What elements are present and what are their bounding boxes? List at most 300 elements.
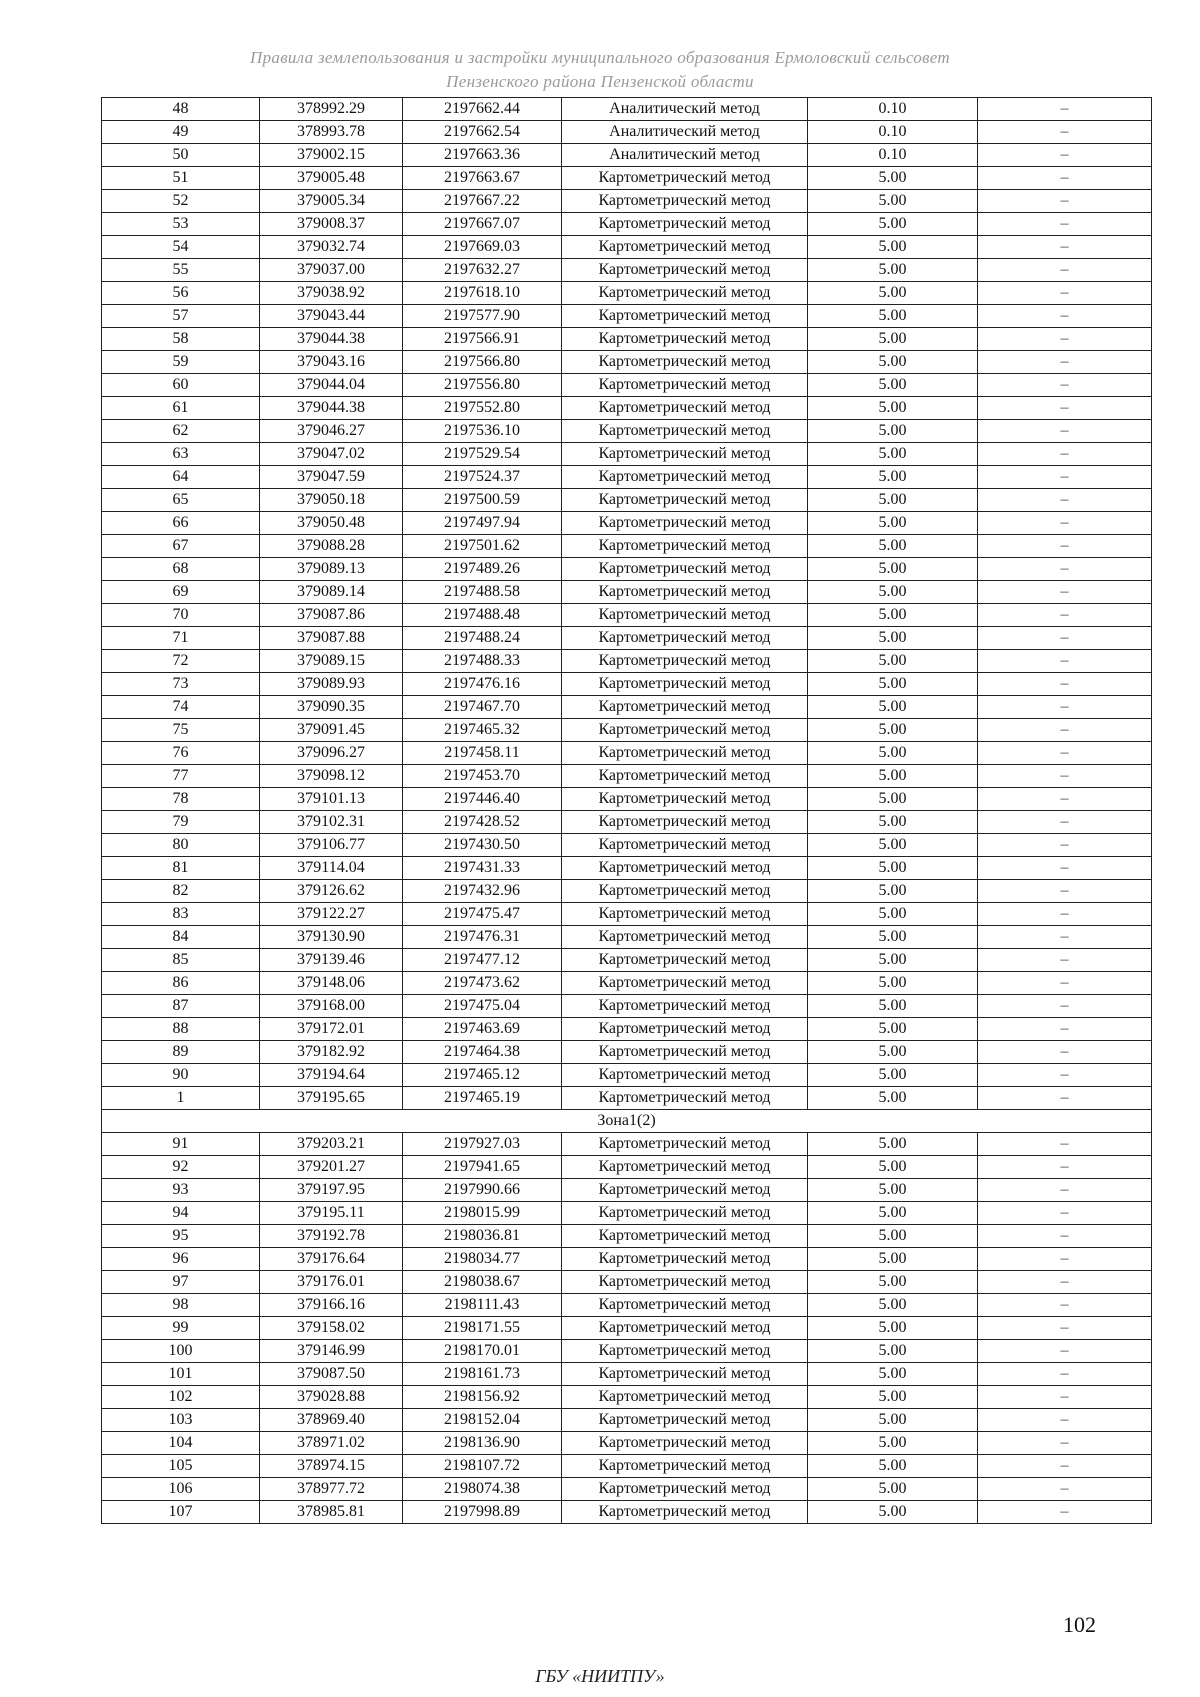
y-coordinate-cell: 2198161.73 [403, 1363, 562, 1386]
table-row [102, 1018, 1152, 1041]
y-coordinate-cell: 2197667.07 [403, 213, 562, 236]
y-coordinate-cell: 2197529.54 [403, 443, 562, 466]
y-coordinate-cell: 2197465.19 [403, 1087, 562, 1110]
table-row [102, 903, 1152, 926]
accuracy-cell: 5.00 [808, 627, 978, 650]
x-coordinate-cell: 379047.02 [260, 443, 403, 466]
method-cell: Картометрический метод [562, 420, 808, 443]
table-row [102, 1340, 1152, 1363]
method-cell: Картометрический метод [562, 788, 808, 811]
point-number-cell: 70 [102, 604, 260, 627]
table-row [102, 1064, 1152, 1087]
point-number-cell: 107 [102, 1501, 260, 1524]
table-row [102, 880, 1152, 903]
method-cell: Картометрический метод [562, 305, 808, 328]
y-coordinate-cell: 2197618.10 [403, 282, 562, 305]
table-row [102, 282, 1152, 305]
x-coordinate-cell: 379088.28 [260, 535, 403, 558]
accuracy-cell: 5.00 [808, 1041, 978, 1064]
table-row [102, 1478, 1152, 1501]
running-header [0, 46, 1200, 94]
method-cell: Картометрический метод [562, 328, 808, 351]
method-cell: Картометрический метод [562, 466, 808, 489]
y-coordinate-cell: 2197566.80 [403, 351, 562, 374]
x-coordinate-cell: 378969.40 [260, 1409, 403, 1432]
accuracy-cell: 5.00 [808, 788, 978, 811]
x-coordinate-cell: 379089.14 [260, 581, 403, 604]
accuracy-cell: 0.10 [808, 121, 978, 144]
x-coordinate-cell: 379096.27 [260, 742, 403, 765]
accuracy-cell: 5.00 [808, 857, 978, 880]
zone-label: Зона1(2) [102, 1110, 1152, 1133]
table-row [102, 1363, 1152, 1386]
accuracy-cell: 5.00 [808, 236, 978, 259]
x-coordinate-cell: 379044.38 [260, 328, 403, 351]
x-coordinate-cell: 379047.59 [260, 466, 403, 489]
y-coordinate-cell: 2197488.48 [403, 604, 562, 627]
method-cell: Картометрический метод [562, 742, 808, 765]
accuracy-cell: 5.00 [808, 1087, 978, 1110]
accuracy-cell: 5.00 [808, 351, 978, 374]
page-number: 102 [1063, 1612, 1096, 1637]
accuracy-cell: 5.00 [808, 1386, 978, 1409]
note-cell: – [978, 1179, 1152, 1202]
method-cell: Картометрический метод [562, 1317, 808, 1340]
note-cell: – [978, 443, 1152, 466]
note-cell: – [978, 765, 1152, 788]
y-coordinate-cell: 2198036.81 [403, 1225, 562, 1248]
method-cell: Картометрический метод [562, 1041, 808, 1064]
point-number-cell: 72 [102, 650, 260, 673]
x-coordinate-cell: 379050.48 [260, 512, 403, 535]
method-cell: Картометрический метод [562, 167, 808, 190]
method-cell: Картометрический метод [562, 512, 808, 535]
note-cell: – [978, 351, 1152, 374]
point-number-cell: 92 [102, 1156, 260, 1179]
point-number-cell: 84 [102, 926, 260, 949]
table-row [102, 512, 1152, 535]
note-cell: – [978, 282, 1152, 305]
y-coordinate-cell: 2197501.62 [403, 535, 562, 558]
table-row [102, 489, 1152, 512]
accuracy-cell: 5.00 [808, 604, 978, 627]
method-cell: Картометрический метод [562, 1340, 808, 1363]
y-coordinate-cell: 2197536.10 [403, 420, 562, 443]
y-coordinate-cell: 2198136.90 [403, 1432, 562, 1455]
table-row [102, 98, 1152, 121]
y-coordinate-cell: 2197467.70 [403, 696, 562, 719]
note-cell: – [978, 995, 1152, 1018]
point-number-cell: 99 [102, 1317, 260, 1340]
note-cell: – [978, 1409, 1152, 1432]
method-cell: Картометрический метод [562, 765, 808, 788]
x-coordinate-cell: 379139.46 [260, 949, 403, 972]
header-line-2: Пензенского района Пензенской области [446, 72, 754, 91]
accuracy-cell: 5.00 [808, 328, 978, 351]
x-coordinate-cell: 379038.92 [260, 282, 403, 305]
method-cell: Картометрический метод [562, 374, 808, 397]
point-number-cell: 65 [102, 489, 260, 512]
point-number-cell: 51 [102, 167, 260, 190]
method-cell: Картометрический метод [562, 1455, 808, 1478]
accuracy-cell: 5.00 [808, 420, 978, 443]
note-cell: – [978, 190, 1152, 213]
note-cell: – [978, 1386, 1152, 1409]
note-cell: – [978, 1478, 1152, 1501]
method-cell: Картометрический метод [562, 604, 808, 627]
x-coordinate-cell: 379195.11 [260, 1202, 403, 1225]
method-cell: Картометрический метод [562, 397, 808, 420]
y-coordinate-cell: 2197566.91 [403, 328, 562, 351]
note-cell: – [978, 144, 1152, 167]
x-coordinate-cell: 379005.34 [260, 190, 403, 213]
table-row [102, 1179, 1152, 1202]
header-line-1: Правила землепользования и застройки муниципального образования Ермоловский сельсовет [250, 48, 950, 67]
method-cell: Картометрический метод [562, 443, 808, 466]
point-number-cell: 80 [102, 834, 260, 857]
x-coordinate-cell: 379087.88 [260, 627, 403, 650]
note-cell: – [978, 558, 1152, 581]
point-number-cell: 86 [102, 972, 260, 995]
x-coordinate-cell: 379090.35 [260, 696, 403, 719]
x-coordinate-cell: 378993.78 [260, 121, 403, 144]
point-number-cell: 85 [102, 949, 260, 972]
y-coordinate-cell: 2197662.44 [403, 98, 562, 121]
table-row [102, 397, 1152, 420]
method-cell: Картометрический метод [562, 972, 808, 995]
x-coordinate-cell: 379089.93 [260, 673, 403, 696]
note-cell: – [978, 811, 1152, 834]
point-number-cell: 49 [102, 121, 260, 144]
table-row [102, 144, 1152, 167]
table-row [102, 190, 1152, 213]
method-cell: Картометрический метод [562, 558, 808, 581]
point-number-cell: 61 [102, 397, 260, 420]
coordinates-table [101, 97, 1152, 1524]
y-coordinate-cell: 2198170.01 [403, 1340, 562, 1363]
y-coordinate-cell: 2197476.31 [403, 926, 562, 949]
table-row [102, 1133, 1152, 1156]
note-cell: – [978, 880, 1152, 903]
y-coordinate-cell: 2197465.12 [403, 1064, 562, 1087]
method-cell: Картометрический метод [562, 1248, 808, 1271]
accuracy-cell: 5.00 [808, 282, 978, 305]
y-coordinate-cell: 2198107.72 [403, 1455, 562, 1478]
accuracy-cell: 5.00 [808, 190, 978, 213]
method-cell: Картометрический метод [562, 1271, 808, 1294]
footer-organization: ГБУ «НИИТПУ» [535, 1666, 665, 1686]
y-coordinate-cell: 2198034.77 [403, 1248, 562, 1271]
note-cell: – [978, 949, 1152, 972]
y-coordinate-cell: 2197430.50 [403, 834, 562, 857]
accuracy-cell: 5.00 [808, 443, 978, 466]
note-cell: – [978, 1455, 1152, 1478]
y-coordinate-cell: 2198015.99 [403, 1202, 562, 1225]
accuracy-cell: 5.00 [808, 466, 978, 489]
accuracy-cell: 5.00 [808, 1248, 978, 1271]
note-cell: – [978, 1064, 1152, 1087]
table-row [102, 121, 1152, 144]
table-row [102, 305, 1152, 328]
note-cell: – [978, 397, 1152, 420]
accuracy-cell: 5.00 [808, 581, 978, 604]
accuracy-cell: 5.00 [808, 1340, 978, 1363]
x-coordinate-cell: 379148.06 [260, 972, 403, 995]
note-cell: – [978, 1363, 1152, 1386]
y-coordinate-cell: 2197927.03 [403, 1133, 562, 1156]
x-coordinate-cell: 379032.74 [260, 236, 403, 259]
accuracy-cell: 5.00 [808, 259, 978, 282]
point-number-cell: 81 [102, 857, 260, 880]
point-number-cell: 50 [102, 144, 260, 167]
y-coordinate-cell: 2198111.43 [403, 1294, 562, 1317]
y-coordinate-cell: 2197489.26 [403, 558, 562, 581]
method-cell: Картометрический метод [562, 627, 808, 650]
method-cell: Картометрический метод [562, 282, 808, 305]
note-cell: – [978, 512, 1152, 535]
y-coordinate-cell: 2197453.70 [403, 765, 562, 788]
y-coordinate-cell: 2197524.37 [403, 466, 562, 489]
point-number-cell: 75 [102, 719, 260, 742]
y-coordinate-cell: 2197475.04 [403, 995, 562, 1018]
method-cell: Картометрический метод [562, 1478, 808, 1501]
x-coordinate-cell: 379106.77 [260, 834, 403, 857]
y-coordinate-cell: 2197500.59 [403, 489, 562, 512]
table-row [102, 1087, 1152, 1110]
table-row [102, 1041, 1152, 1064]
table-row [102, 857, 1152, 880]
table-row [102, 627, 1152, 650]
accuracy-cell: 5.00 [808, 489, 978, 512]
accuracy-cell: 5.00 [808, 880, 978, 903]
y-coordinate-cell: 2198038.67 [403, 1271, 562, 1294]
point-number-cell: 82 [102, 880, 260, 903]
method-cell: Картометрический метод [562, 1363, 808, 1386]
method-cell: Картометрический метод [562, 650, 808, 673]
accuracy-cell: 5.00 [808, 374, 978, 397]
table-row [102, 696, 1152, 719]
y-coordinate-cell: 2197446.40 [403, 788, 562, 811]
x-coordinate-cell: 379005.48 [260, 167, 403, 190]
table-row [102, 351, 1152, 374]
point-number-cell: 100 [102, 1340, 260, 1363]
table-row [102, 1317, 1152, 1340]
point-number-cell: 48 [102, 98, 260, 121]
method-cell: Аналитический метод [562, 98, 808, 121]
x-coordinate-cell: 379168.00 [260, 995, 403, 1018]
y-coordinate-cell: 2197632.27 [403, 259, 562, 282]
point-number-cell: 93 [102, 1179, 260, 1202]
table-row [102, 535, 1152, 558]
accuracy-cell: 5.00 [808, 1179, 978, 1202]
note-cell: – [978, 834, 1152, 857]
note-cell: – [978, 742, 1152, 765]
x-coordinate-cell: 379101.13 [260, 788, 403, 811]
note-cell: – [978, 305, 1152, 328]
y-coordinate-cell: 2197577.90 [403, 305, 562, 328]
x-coordinate-cell: 379043.44 [260, 305, 403, 328]
point-number-cell: 54 [102, 236, 260, 259]
y-coordinate-cell: 2197428.52 [403, 811, 562, 834]
x-coordinate-cell: 379176.64 [260, 1248, 403, 1271]
table-row [102, 1225, 1152, 1248]
point-number-cell: 78 [102, 788, 260, 811]
point-number-cell: 88 [102, 1018, 260, 1041]
y-coordinate-cell: 2197473.62 [403, 972, 562, 995]
accuracy-cell: 5.00 [808, 1064, 978, 1087]
note-cell: – [978, 328, 1152, 351]
x-coordinate-cell: 378985.81 [260, 1501, 403, 1524]
point-number-cell: 55 [102, 259, 260, 282]
point-number-cell: 73 [102, 673, 260, 696]
point-number-cell: 87 [102, 995, 260, 1018]
table-row [102, 1248, 1152, 1271]
table-row [102, 834, 1152, 857]
method-cell: Картометрический метод [562, 1133, 808, 1156]
method-cell: Картометрический метод [562, 857, 808, 880]
y-coordinate-cell: 2197663.36 [403, 144, 562, 167]
note-cell: – [978, 167, 1152, 190]
y-coordinate-cell: 2198074.38 [403, 1478, 562, 1501]
note-cell: – [978, 1501, 1152, 1524]
point-number-cell: 95 [102, 1225, 260, 1248]
note-cell: – [978, 1271, 1152, 1294]
accuracy-cell: 5.00 [808, 1501, 978, 1524]
table-row [102, 558, 1152, 581]
note-cell: – [978, 213, 1152, 236]
method-cell: Картометрический метод [562, 719, 808, 742]
point-number-cell: 58 [102, 328, 260, 351]
note-cell: – [978, 926, 1152, 949]
point-number-cell: 104 [102, 1432, 260, 1455]
method-cell: Картометрический метод [562, 1294, 808, 1317]
method-cell: Картометрический метод [562, 903, 808, 926]
table-row [102, 926, 1152, 949]
accuracy-cell: 5.00 [808, 1202, 978, 1225]
method-cell: Картометрический метод [562, 1087, 808, 1110]
point-number-cell: 102 [102, 1386, 260, 1409]
x-coordinate-cell: 379126.62 [260, 880, 403, 903]
accuracy-cell: 5.00 [808, 765, 978, 788]
x-coordinate-cell: 379044.04 [260, 374, 403, 397]
x-coordinate-cell: 379087.50 [260, 1363, 403, 1386]
table-row [102, 420, 1152, 443]
point-number-cell: 76 [102, 742, 260, 765]
accuracy-cell: 5.00 [808, 995, 978, 1018]
x-coordinate-cell: 379197.95 [260, 1179, 403, 1202]
table-row [102, 650, 1152, 673]
method-cell: Картометрический метод [562, 811, 808, 834]
x-coordinate-cell: 379192.78 [260, 1225, 403, 1248]
accuracy-cell: 5.00 [808, 558, 978, 581]
table-row [102, 581, 1152, 604]
point-number-cell: 63 [102, 443, 260, 466]
y-coordinate-cell: 2197463.69 [403, 1018, 562, 1041]
accuracy-cell: 5.00 [808, 1271, 978, 1294]
y-coordinate-cell: 2197497.94 [403, 512, 562, 535]
y-coordinate-cell: 2197431.33 [403, 857, 562, 880]
y-coordinate-cell: 2197488.58 [403, 581, 562, 604]
table-row [102, 1501, 1152, 1524]
note-cell: – [978, 121, 1152, 144]
method-cell: Картометрический метод [562, 1501, 808, 1524]
table-row [102, 167, 1152, 190]
accuracy-cell: 5.00 [808, 972, 978, 995]
note-cell: – [978, 604, 1152, 627]
method-cell: Картометрический метод [562, 535, 808, 558]
method-cell: Картометрический метод [562, 880, 808, 903]
x-coordinate-cell: 379130.90 [260, 926, 403, 949]
y-coordinate-cell: 2197662.54 [403, 121, 562, 144]
point-number-cell: 71 [102, 627, 260, 650]
note-cell: – [978, 1133, 1152, 1156]
note-cell: – [978, 627, 1152, 650]
x-coordinate-cell: 379089.13 [260, 558, 403, 581]
table-row [102, 673, 1152, 696]
method-cell: Картометрический метод [562, 1386, 808, 1409]
accuracy-cell: 5.00 [808, 397, 978, 420]
y-coordinate-cell: 2197941.65 [403, 1156, 562, 1179]
point-number-cell: 53 [102, 213, 260, 236]
note-cell: – [978, 1432, 1152, 1455]
accuracy-cell: 5.00 [808, 213, 978, 236]
note-cell: – [978, 236, 1152, 259]
y-coordinate-cell: 2197477.12 [403, 949, 562, 972]
accuracy-cell: 0.10 [808, 98, 978, 121]
y-coordinate-cell: 2197556.80 [403, 374, 562, 397]
y-coordinate-cell: 2197475.47 [403, 903, 562, 926]
x-coordinate-cell: 379146.99 [260, 1340, 403, 1363]
accuracy-cell: 5.00 [808, 1409, 978, 1432]
x-coordinate-cell: 379028.88 [260, 1386, 403, 1409]
method-cell: Картометрический метод [562, 259, 808, 282]
y-coordinate-cell: 2197476.16 [403, 673, 562, 696]
note-cell: – [978, 1156, 1152, 1179]
y-coordinate-cell: 2197667.22 [403, 190, 562, 213]
y-coordinate-cell: 2197488.24 [403, 627, 562, 650]
method-cell: Картометрический метод [562, 489, 808, 512]
accuracy-cell: 5.00 [808, 512, 978, 535]
table-row [102, 1156, 1152, 1179]
y-coordinate-cell: 2197464.38 [403, 1041, 562, 1064]
note-cell: – [978, 1087, 1152, 1110]
method-cell: Картометрический метод [562, 926, 808, 949]
table-row [102, 466, 1152, 489]
x-coordinate-cell: 379194.64 [260, 1064, 403, 1087]
method-cell: Аналитический метод [562, 121, 808, 144]
note-cell: – [978, 1248, 1152, 1271]
point-number-cell: 79 [102, 811, 260, 834]
point-number-cell: 97 [102, 1271, 260, 1294]
table-row [102, 765, 1152, 788]
point-number-cell: 69 [102, 581, 260, 604]
method-cell: Картометрический метод [562, 1202, 808, 1225]
x-coordinate-cell: 379122.27 [260, 903, 403, 926]
x-coordinate-cell: 378977.72 [260, 1478, 403, 1501]
x-coordinate-cell: 379176.01 [260, 1271, 403, 1294]
note-cell: – [978, 903, 1152, 926]
x-coordinate-cell: 379102.31 [260, 811, 403, 834]
method-cell: Картометрический метод [562, 236, 808, 259]
y-coordinate-cell: 2197669.03 [403, 236, 562, 259]
y-coordinate-cell: 2197552.80 [403, 397, 562, 420]
accuracy-cell: 5.00 [808, 1225, 978, 1248]
note-cell: – [978, 374, 1152, 397]
table-row [102, 1409, 1152, 1432]
point-number-cell: 62 [102, 420, 260, 443]
point-number-cell: 103 [102, 1409, 260, 1432]
note-cell: – [978, 1202, 1152, 1225]
